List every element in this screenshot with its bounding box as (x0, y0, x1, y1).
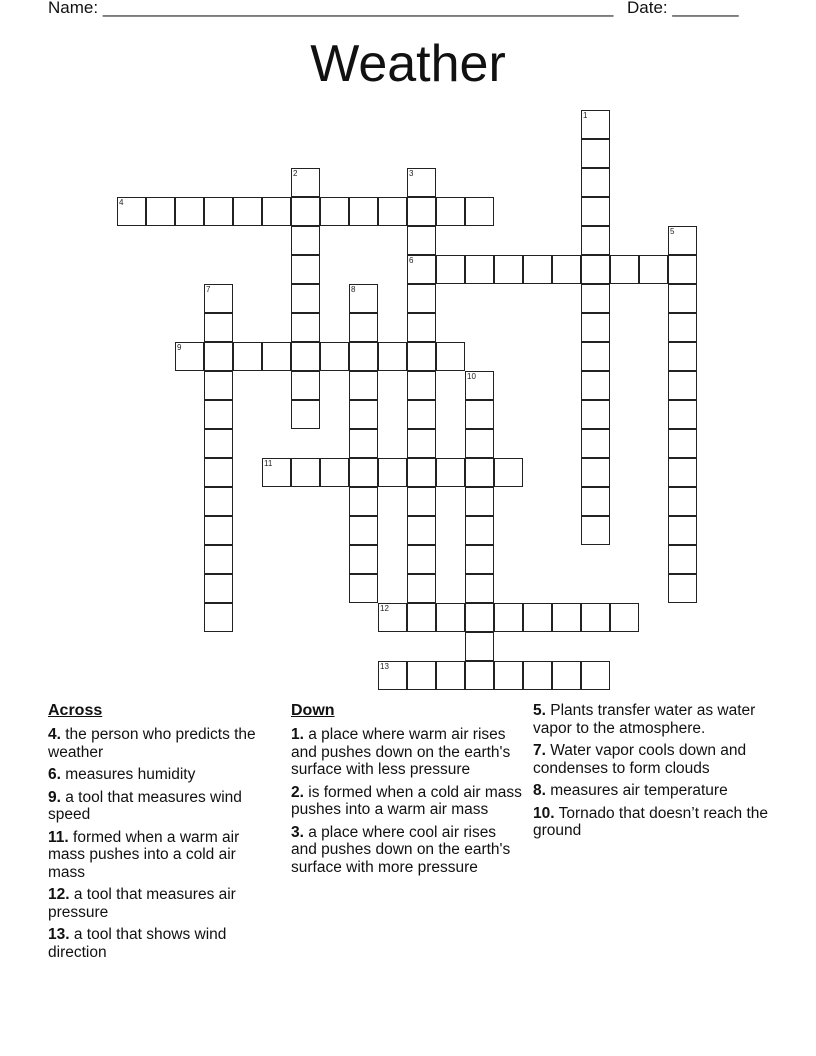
clue-number: 9. (48, 788, 61, 806)
grid-cell[interactable] (349, 284, 378, 313)
grid-cell[interactable] (407, 371, 436, 400)
grid-cell[interactable] (320, 342, 349, 371)
grid-cell[interactable] (378, 603, 407, 632)
clue-text: the person who predicts the weather (48, 726, 256, 761)
clue-down-1 (291, 726, 523, 779)
clue-number: 6. (48, 766, 61, 783)
grid-cell[interactable] (465, 197, 494, 226)
cell-number: 13 (380, 662, 389, 671)
grid-cell[interactable] (668, 255, 697, 284)
grid-cell[interactable] (175, 197, 204, 226)
clue-number: 10. (533, 804, 555, 822)
clue-number: 7. (533, 742, 546, 759)
clue-text: a place where cool air rises and pushes down on the earth's surface with more pressure (291, 823, 511, 876)
grid-cell[interactable] (610, 603, 639, 632)
grid-cell[interactable] (465, 603, 494, 632)
grid-cell[interactable] (349, 429, 378, 458)
grid-cell[interactable] (349, 574, 378, 603)
clue-number: 13. (48, 926, 70, 943)
grid-cell[interactable] (581, 168, 610, 197)
grid-cell[interactable] (465, 545, 494, 574)
clue-text: is formed when a cold air mass pushes into a warm air mass (291, 783, 522, 818)
grid-cell[interactable] (204, 400, 233, 429)
grid-cell[interactable] (581, 516, 610, 545)
grid-cell[interactable] (204, 342, 233, 371)
grid-cell[interactable] (349, 342, 378, 371)
clue-text: a tool that measures wind speed (48, 788, 242, 823)
grid-cell[interactable] (494, 661, 523, 690)
cell-number: 5 (670, 227, 675, 236)
grid-cell[interactable] (291, 371, 320, 400)
grid-cell[interactable] (378, 661, 407, 690)
clue-number: 5. (533, 702, 546, 719)
grid-cell[interactable] (291, 197, 320, 226)
grid-cell[interactable] (204, 313, 233, 342)
grid-cell[interactable] (407, 545, 436, 574)
grid-cell[interactable] (581, 255, 610, 284)
page-title: Weather (310, 35, 506, 93)
grid-cell[interactable] (291, 313, 320, 342)
clue-across-9 (48, 789, 270, 824)
clue-across-6 (48, 766, 270, 784)
grid-cell[interactable] (436, 255, 465, 284)
clue-down-3 (291, 824, 523, 877)
cell-number: 11 (264, 459, 273, 468)
grid-cell[interactable] (668, 226, 697, 255)
grid-cell[interactable] (204, 458, 233, 487)
grid-cell[interactable] (291, 168, 320, 197)
cell-number: 6 (409, 256, 414, 265)
grid-cell[interactable] (639, 255, 668, 284)
grid-cell[interactable] (378, 197, 407, 226)
grid-cell[interactable] (407, 516, 436, 545)
grid-cell[interactable] (407, 661, 436, 690)
date-label: Date: (627, 0, 668, 17)
grid-cell[interactable] (552, 603, 581, 632)
grid-cell[interactable] (262, 342, 291, 371)
clue-number: 12. (48, 886, 70, 903)
grid-cell[interactable] (204, 603, 233, 632)
grid-cell[interactable] (349, 197, 378, 226)
grid-cell[interactable] (581, 661, 610, 690)
grid-cell[interactable] (668, 574, 697, 603)
grid-cell[interactable] (668, 429, 697, 458)
grid-cell[interactable] (581, 110, 610, 139)
grid-cell[interactable] (233, 342, 262, 371)
grid-cell[interactable] (407, 487, 436, 516)
grid-cell[interactable] (291, 458, 320, 487)
grid-cell[interactable] (407, 226, 436, 255)
grid-cell[interactable] (465, 632, 494, 661)
clue-text: a tool that measures air pressure (48, 886, 236, 921)
grid-cell[interactable] (465, 574, 494, 603)
grid-cell[interactable] (378, 458, 407, 487)
grid-cell[interactable] (465, 516, 494, 545)
grid-cell[interactable] (465, 400, 494, 429)
grid-cell[interactable] (204, 197, 233, 226)
grid-cell[interactable] (581, 458, 610, 487)
date-blank[interactable]: _______ (672, 0, 739, 17)
grid-cell[interactable] (436, 458, 465, 487)
clue-text: formed when a warm air mass pushes into a cold air mass (48, 828, 240, 881)
grid-cell[interactable] (552, 255, 581, 284)
grid-cell[interactable] (610, 255, 639, 284)
grid-cell[interactable] (465, 255, 494, 284)
grid-cell[interactable] (668, 284, 697, 313)
grid-cell[interactable] (581, 226, 610, 255)
grid-cell[interactable] (436, 603, 465, 632)
grid-cell[interactable] (233, 197, 262, 226)
grid-cell[interactable] (668, 458, 697, 487)
clue-number: 4. (48, 726, 61, 743)
grid-cell[interactable] (349, 400, 378, 429)
grid-cell[interactable] (204, 574, 233, 603)
grid-cell[interactable] (291, 400, 320, 429)
grid-cell[interactable] (320, 197, 349, 226)
clue-down-7 (533, 742, 768, 777)
down-clues-continued (533, 702, 768, 845)
grid-cell[interactable] (436, 197, 465, 226)
grid-cell[interactable] (378, 342, 407, 371)
clue-across-11 (48, 829, 270, 882)
grid-cell[interactable] (494, 603, 523, 632)
cell-number: 10 (467, 372, 476, 381)
grid-cell[interactable] (407, 255, 436, 284)
grid-cell[interactable] (581, 197, 610, 226)
grid-cell[interactable] (581, 313, 610, 342)
name-label: Name: (48, 0, 99, 17)
grid-cell[interactable] (204, 284, 233, 313)
clue-across-12 (48, 886, 270, 921)
clue-across-4 (48, 726, 270, 761)
grid-cell[interactable] (407, 168, 436, 197)
grid-cell[interactable] (204, 487, 233, 516)
clue-number: 11. (48, 828, 69, 846)
grid-cell[interactable] (291, 342, 320, 371)
cell-number: 3 (409, 169, 414, 178)
grid-cell[interactable] (668, 371, 697, 400)
grid-cell[interactable] (204, 545, 233, 574)
grid-cell[interactable] (581, 371, 610, 400)
clue-number: 3. (291, 823, 304, 841)
grid-cell[interactable] (581, 139, 610, 168)
grid-cell[interactable] (175, 342, 204, 371)
grid-cell[interactable] (407, 197, 436, 226)
grid-cell[interactable] (668, 545, 697, 574)
grid-cell[interactable] (581, 429, 610, 458)
clue-text: measures air temperature (550, 782, 728, 799)
grid-cell[interactable] (523, 661, 552, 690)
grid-cell[interactable] (465, 371, 494, 400)
across-heading: Across (48, 702, 103, 719)
cell-number: 9 (177, 343, 182, 352)
clue-text: Plants transfer water as water vapor to the atmosphere. (533, 702, 756, 737)
name-blank[interactable]: ______________________________________________________ (102, 0, 614, 17)
grid-cell[interactable] (581, 400, 610, 429)
clue-down-2 (291, 784, 523, 819)
grid-cell[interactable] (465, 487, 494, 516)
cell-number: 1 (583, 111, 588, 120)
clue-text: measures humidity (65, 766, 196, 783)
grid-cell[interactable] (349, 371, 378, 400)
grid-cell[interactable] (407, 574, 436, 603)
grid-cell[interactable] (407, 342, 436, 371)
cell-number: 12 (380, 604, 389, 613)
grid-cell[interactable] (291, 255, 320, 284)
clue-down-5 (533, 702, 768, 737)
grid-cell[interactable] (465, 458, 494, 487)
grid-cell[interactable] (407, 458, 436, 487)
grid-cell[interactable] (668, 400, 697, 429)
grid-cell[interactable] (465, 429, 494, 458)
clue-text: Tornado that doesn’t reach the ground (533, 804, 768, 839)
cell-number: 4 (119, 198, 124, 207)
grid-cell[interactable] (407, 313, 436, 342)
grid-cell[interactable] (291, 284, 320, 313)
grid-cell[interactable] (204, 371, 233, 400)
grid-cell[interactable] (668, 313, 697, 342)
clue-number: 1. (291, 726, 304, 743)
grid-cell[interactable] (523, 255, 552, 284)
grid-cell[interactable] (349, 545, 378, 574)
grid-cell[interactable] (581, 342, 610, 371)
grid-cell[interactable] (523, 603, 552, 632)
grid-cell[interactable] (117, 197, 146, 226)
grid-cell[interactable] (407, 400, 436, 429)
grid-cell[interactable] (407, 603, 436, 632)
grid-cell[interactable] (552, 661, 581, 690)
down-heading: Down (291, 702, 335, 719)
grid-cell[interactable] (436, 661, 465, 690)
grid-cell[interactable] (668, 342, 697, 371)
clue-across-13 (48, 926, 270, 961)
grid-cell[interactable] (262, 458, 291, 487)
grid-cell[interactable] (581, 487, 610, 516)
cell-number: 7 (206, 285, 211, 294)
grid-cell[interactable] (407, 284, 436, 313)
grid-cell[interactable] (262, 197, 291, 226)
grid-cell[interactable] (494, 458, 523, 487)
grid-cell[interactable] (581, 603, 610, 632)
grid-cell[interactable] (349, 516, 378, 545)
cell-number: 2 (293, 169, 298, 178)
grid-cell[interactable] (320, 458, 349, 487)
cell-number: 8 (351, 285, 356, 294)
clue-down-10 (533, 805, 768, 840)
grid-cell[interactable] (436, 342, 465, 371)
clue-number: 8. (533, 782, 546, 799)
grid-cell[interactable] (291, 226, 320, 255)
grid-cell[interactable] (349, 487, 378, 516)
grid-cell[interactable] (668, 516, 697, 545)
grid-cell[interactable] (581, 284, 610, 313)
clue-text: a place where warm air rises and pushes down on the earth's surface with less pressure (291, 726, 511, 778)
clue-down-8 (533, 782, 768, 800)
grid-cell[interactable] (494, 255, 523, 284)
grid-cell[interactable] (465, 661, 494, 690)
grid-cell[interactable] (349, 313, 378, 342)
grid-cell[interactable] (349, 458, 378, 487)
grid-cell[interactable] (204, 429, 233, 458)
clue-text: Water vapor cools down and condenses to form clouds (533, 742, 747, 777)
grid-cell[interactable] (204, 516, 233, 545)
clue-number: 2. (291, 783, 304, 801)
across-clues (48, 702, 270, 966)
clue-text: a tool that shows wind direction (48, 926, 227, 961)
grid-cell[interactable] (146, 197, 175, 226)
down-clues (291, 702, 523, 881)
grid-cell[interactable] (407, 429, 436, 458)
grid-cell[interactable] (668, 487, 697, 516)
